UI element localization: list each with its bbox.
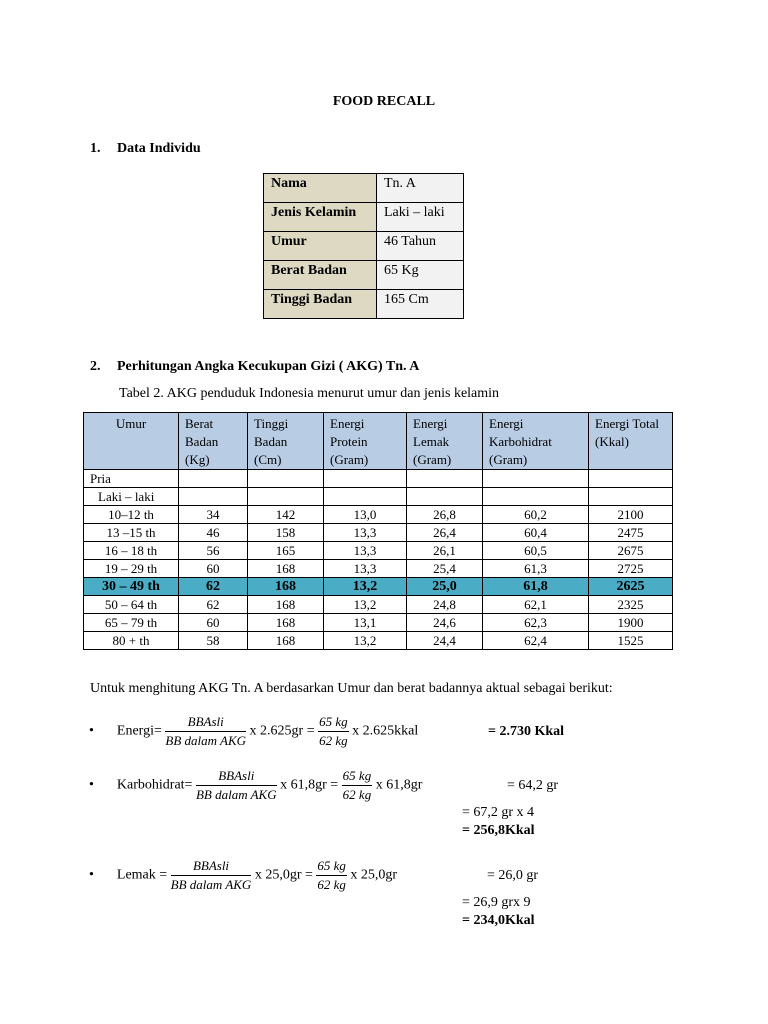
table-cell: 13,2 bbox=[324, 578, 407, 596]
bullet-icon: • bbox=[89, 867, 94, 883]
table-row bbox=[84, 506, 673, 524]
table-cell: 168 bbox=[248, 596, 324, 614]
table-row bbox=[84, 542, 673, 560]
table-cell: 46 bbox=[179, 524, 248, 542]
table-cell: 13,3 bbox=[324, 560, 407, 578]
table-cell: 62 bbox=[179, 578, 248, 596]
calc-label: Lemak = bbox=[116, 867, 168, 883]
lemak-total: = 234,0Kkal bbox=[462, 913, 535, 928]
table-cell: 13,1 bbox=[324, 614, 407, 632]
calc-multiplier: x 2.625kkal bbox=[352, 723, 419, 739]
lemak-calc bbox=[89, 858, 397, 893]
field-value: 65 Kg bbox=[377, 261, 464, 290]
table-cell: 62,4 bbox=[483, 632, 589, 650]
document-title: FOOD RECALL bbox=[332, 94, 436, 109]
section-1-heading bbox=[90, 141, 201, 157]
table-cell: 25,4 bbox=[407, 560, 483, 578]
lemak-result: = 26,0 gr bbox=[487, 868, 539, 883]
table-cell: 56 bbox=[179, 542, 248, 560]
sub-label: Laki – laki bbox=[84, 488, 179, 506]
karbohidrat-calc bbox=[89, 768, 422, 803]
table-cell: 61,8 bbox=[483, 578, 589, 596]
fraction: $\frac{\text{BBAsli}}{\text{BB dalam AKG}}$ bbox=[195, 768, 277, 802]
section-2-heading bbox=[90, 359, 419, 375]
fraction: $\frac{\text{BBAsli}}{\text{BB dalam AKG}}$ bbox=[165, 714, 247, 748]
field-label: Jenis Kelamin bbox=[264, 203, 377, 232]
karbohidrat-total: = 256,8Kkal bbox=[462, 823, 535, 838]
table-cell: 60,5 bbox=[483, 542, 589, 560]
fraction: $\frac{\text{BBAsli}}{\text{BB dalam AKG}}$ bbox=[170, 858, 252, 892]
field-value: Tn. A bbox=[377, 174, 464, 203]
column-header: Energi Karbohidrat (Gram) bbox=[483, 413, 589, 470]
fraction: $\frac{65 kg}{62 kg}$ bbox=[342, 768, 372, 802]
table-cell: 58 bbox=[179, 632, 248, 650]
intro-paragraph: Untuk menghitung AKG Tn. A berdasarkan Umur dan berat badannya aktual sebagai berikut: bbox=[90, 681, 613, 696]
table-cell: 80 + th bbox=[84, 632, 179, 650]
table-cell: 2725 bbox=[589, 560, 673, 578]
field-value: Laki – laki bbox=[377, 203, 464, 232]
table-cell: 10–12 th bbox=[84, 506, 179, 524]
field-label: Nama bbox=[264, 174, 377, 203]
column-header: Tinggi Badan (Cm) bbox=[248, 413, 324, 470]
table-row bbox=[264, 232, 464, 261]
table-cell: 1525 bbox=[589, 632, 673, 650]
table-cell: 16 – 18 th bbox=[84, 542, 179, 560]
energi-calc bbox=[89, 714, 418, 749]
table-cell: 24,6 bbox=[407, 614, 483, 632]
table-cell: 2625 bbox=[589, 578, 673, 596]
calc-multiplier: x 61,8gr bbox=[375, 777, 423, 793]
karbohidrat-step: = 67,2 gr x 4 bbox=[462, 805, 535, 820]
section-title: Data Individu bbox=[117, 141, 201, 156]
column-header: Energi Lemak (Gram) bbox=[407, 413, 483, 470]
fraction: $\frac{65 kg}{62 kg}$ bbox=[319, 714, 348, 748]
column-header: Energi Total (Kkal) bbox=[589, 413, 673, 470]
section-title: Perhitungan Angka Kecukupan Gizi ( AKG) Tn. A bbox=[117, 359, 420, 374]
table-row bbox=[264, 261, 464, 290]
section-number: 1. bbox=[90, 141, 101, 156]
table-cell: 25,0 bbox=[407, 578, 483, 596]
table-cell: 61,3 bbox=[483, 560, 589, 578]
field-label: Berat Badan bbox=[264, 261, 377, 290]
table-row bbox=[84, 614, 673, 632]
fraction: $\frac{65 kg}{62 kg}$ bbox=[317, 858, 346, 892]
table-cell: 50 – 64 th bbox=[84, 596, 179, 614]
column-header: Berat Badan (Kg) bbox=[179, 413, 248, 470]
table-cell: 158 bbox=[248, 524, 324, 542]
table-cell: 60 bbox=[179, 614, 248, 632]
table-cell: 2100 bbox=[589, 506, 673, 524]
table-cell: 2475 bbox=[589, 524, 673, 542]
table-cell: 168 bbox=[248, 560, 324, 578]
calc-multiplier: x 2.625gr = bbox=[249, 723, 315, 739]
individual-data-table bbox=[263, 173, 464, 319]
table-cell: 142 bbox=[248, 506, 324, 524]
table-cell: 2325 bbox=[589, 596, 673, 614]
table-cell: 13,3 bbox=[324, 542, 407, 560]
table-cell: 34 bbox=[179, 506, 248, 524]
table-row bbox=[84, 488, 673, 506]
table-row bbox=[84, 596, 673, 614]
table-cell: 60 bbox=[179, 560, 248, 578]
table-cell: 168 bbox=[248, 578, 324, 596]
energi-result: = 2.730 Kkal bbox=[488, 724, 565, 739]
highlighted-table-row bbox=[84, 578, 673, 596]
group-label: Pria bbox=[84, 470, 179, 488]
calc-multiplier: x 25,0gr bbox=[350, 867, 398, 883]
table-row bbox=[264, 290, 464, 319]
table-cell: 60,4 bbox=[483, 524, 589, 542]
section-number: 2. bbox=[90, 359, 101, 374]
table-caption: Tabel 2. AKG penduduk Indonesia menurut umur dan jenis kelamin bbox=[119, 386, 500, 401]
calc-multiplier: x 61,8gr = bbox=[280, 777, 339, 793]
table-cell: 60,2 bbox=[483, 506, 589, 524]
table-header-row bbox=[84, 413, 673, 470]
table-cell: 62,3 bbox=[483, 614, 589, 632]
table-cell: 13,3 bbox=[324, 524, 407, 542]
table-row bbox=[84, 560, 673, 578]
table-cell: 13 –15 th bbox=[84, 524, 179, 542]
field-value: 46 Tahun bbox=[377, 232, 464, 261]
table-cell: 13,2 bbox=[324, 596, 407, 614]
table-row bbox=[84, 470, 673, 488]
table-cell: 1900 bbox=[589, 614, 673, 632]
table-cell: 165 bbox=[248, 542, 324, 560]
table-cell: 30 – 49 th bbox=[84, 578, 179, 596]
bullet-icon: • bbox=[89, 777, 94, 793]
table-cell: 13,2 bbox=[324, 632, 407, 650]
table-cell: 62 bbox=[179, 596, 248, 614]
table-cell: 26,4 bbox=[407, 524, 483, 542]
bullet-icon: • bbox=[89, 723, 94, 739]
lemak-step: = 26,9 grx 9 bbox=[462, 895, 531, 910]
table-cell: 26,8 bbox=[407, 506, 483, 524]
calc-label: Karbohidrat= bbox=[116, 777, 193, 793]
table-cell: 24,8 bbox=[407, 596, 483, 614]
field-value: 165 Cm bbox=[377, 290, 464, 319]
table-row bbox=[84, 524, 673, 542]
table-cell: 168 bbox=[248, 614, 324, 632]
table-cell: 19 – 29 th bbox=[84, 560, 179, 578]
field-label: Tinggi Badan bbox=[264, 290, 377, 319]
calc-label: Energi= bbox=[116, 723, 162, 739]
table-row bbox=[84, 632, 673, 650]
table-cell: 62,1 bbox=[483, 596, 589, 614]
table-cell: 24,4 bbox=[407, 632, 483, 650]
akg-table bbox=[83, 412, 673, 650]
calc-multiplier: x 25,0gr = bbox=[254, 867, 313, 883]
table-row bbox=[264, 203, 464, 232]
field-label: Umur bbox=[264, 232, 377, 261]
column-header: Energi Protein (Gram) bbox=[324, 413, 407, 470]
table-row bbox=[264, 174, 464, 203]
table-cell: 13,0 bbox=[324, 506, 407, 524]
table-cell: 65 – 79 th bbox=[84, 614, 179, 632]
table-cell: 168 bbox=[248, 632, 324, 650]
column-header: Umur bbox=[84, 413, 179, 470]
karbohidrat-result: = 64,2 gr bbox=[507, 778, 559, 793]
table-cell: 2675 bbox=[589, 542, 673, 560]
table-cell: 26,1 bbox=[407, 542, 483, 560]
